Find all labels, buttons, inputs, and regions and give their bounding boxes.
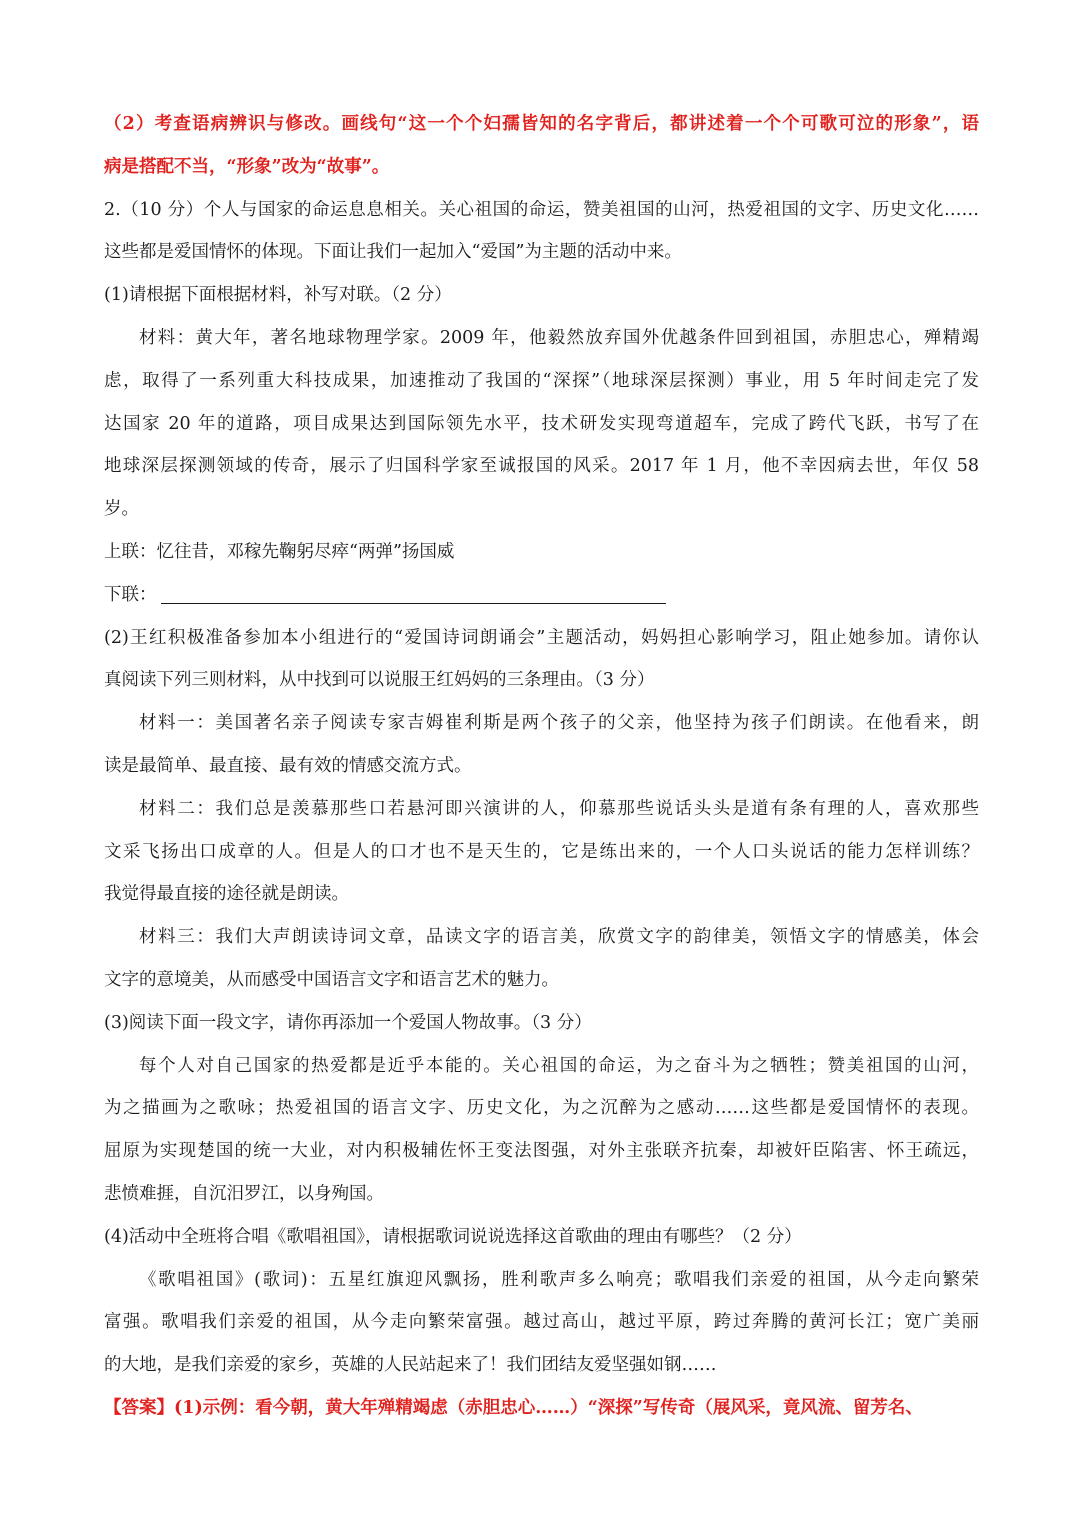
material-line: 达国家 20 年的道路，项目成果达到国际领先水平，技术研发实现弯道超车，完成了跨代飞跃，书写了在 (104, 413, 979, 434)
passage-line: 悲愤难捱，自沉汨罗江，以身殉国。 (104, 1183, 384, 1204)
question-stem: 2.（10 分）个人与国家的命运息息相关。关心祖国的命运，赞美祖国的山河，热爱祖国的文字、历史文化…… (104, 199, 979, 220)
question-stem: 这些都是爱国情怀的体现。下面让我们一起加入“爱国”为主题的活动中来。 (104, 242, 682, 263)
analysis-line: 病是搭配不当，“形象”改为“故事”。 (104, 156, 390, 177)
answer-text: (1)示例：看今朝，黄大年殚精竭虑（赤胆忠心……）“深探”写传奇（展风采，竟风流、留芳名、 (174, 1397, 923, 1418)
material-line: 地球深层探测领域的传奇，展示了归国科学家至诚报国的风采。2017 年 1 月，他不幸因病去世，年仅 58 (104, 456, 979, 477)
lower-couplet-row (104, 574, 979, 617)
material-line: 材料：黄大年，著名地球物理学家。2009 年，他毅然放弃国外优越条件回到祖国，赤胆忠心，殚精竭 (139, 327, 979, 348)
subquestion-1-prompt: (1)请根据下面根据材料，补写对联。（2 分） (104, 285, 452, 306)
lyric-line: 《歌唱祖国》(歌词)：五星红旗迎风飘扬，胜利歌声多么响亮；歌唱我们亲爱的祖国，从今走向繁荣 (139, 1269, 979, 1290)
material-3-line: 材料三：我们大声朗读诗词文章，品读文字的语言美，欣赏文字的韵律美，领悟文字的情感美，体会 (139, 927, 979, 948)
material-1-line: 读是最简单、最直接、最有效的情感交流方式。 (104, 755, 472, 776)
answer-blank-line (161, 581, 666, 604)
answer-tag: 【答案】 (104, 1397, 174, 1418)
analysis-line: （2）考查语病辨识与修改。画线句“这一个个妇孺皆知的名字背后，都讲述着一个个可歌可泣的形象”，语 (104, 114, 979, 134)
material-2-line: 材料二：我们总是羡慕那些口若悬河即兴演讲的人，仰慕那些说话头头是道有条有理的人，喜欢那些 (139, 798, 979, 819)
subquestion-2-prompt: (2)王红积极准备参加本小组进行的“爱国诗词朗诵会”主题活动，妈妈担心影响学习，阻止她参加。请你认 (104, 627, 979, 648)
passage-line: 每个人对自己国家的热爱都是近乎本能的。关心祖国的命运，为之奋斗为之牺牲；赞美祖国的山河， (139, 1055, 979, 1076)
page-content (104, 103, 979, 1430)
material-2-line: 文采飞扬出口成章的人。但是人的口才也不是天生的，它是练出来的，一个人口头说话的能力怎样训练？ (104, 841, 979, 862)
passage-line: 屈原为实现楚国的统一大业，对内积极辅佐怀王变法图强，对外主张联齐抗秦，却被奸臣陷害、怀王疏远， (104, 1141, 979, 1162)
lower-couplet-label: 下联： (104, 584, 157, 605)
material-line: 虑，取得了一系列重大科技成果，加速推动了我国的“深探”（地球深层探测）事业，用 5 年时间走完了发 (104, 370, 979, 391)
passage-line: 为之描画为之歌咏；热爱祖国的语言文字、历史文化，为之沉醉为之感动……这些都是爱国情怀的表现。 (104, 1098, 979, 1119)
lyric-line: 的大地，是我们亲爱的家乡，英雄的人民站起来了！我们团结友爱坚强如钢…… (104, 1355, 717, 1376)
upper-couplet: 上联：忆往昔，邓稼先鞠躬尽瘁“两弹”扬国威 (104, 541, 455, 562)
material-3-line: 文字的意境美，从而感受中国语言文字和语言艺术的魅力。 (104, 969, 559, 990)
material-2-line: 我觉得最直接的途径就是朗读。 (104, 884, 349, 905)
answer-line (104, 1387, 979, 1430)
subquestion-2-prompt: 真阅读下列三则材料，从中找到可以说服王红妈妈的三条理由。（3 分） (104, 670, 655, 691)
lyric-line: 富强。歌唱我们亲爱的祖国，从今走向繁荣富强。越过高山，越过平原，跨过奔腾的黄河长江；宽广美丽 (104, 1312, 979, 1333)
material-line: 岁。 (104, 499, 139, 520)
subquestion-3-prompt: (3)阅读下面一段文字，请你再添加一个爱国人物故事。（3 分） (104, 1012, 592, 1033)
material-1-line: 材料一：美国著名亲子阅读专家吉姆崔利斯是两个孩子的父亲，他坚持为孩子们朗读。在他看来，朗 (139, 713, 979, 734)
subquestion-4-prompt: (4)活动中全班将合唱《歌唱祖国》，请根据歌词说说选择这首歌曲的理由有哪些？（2 分） (104, 1226, 802, 1247)
